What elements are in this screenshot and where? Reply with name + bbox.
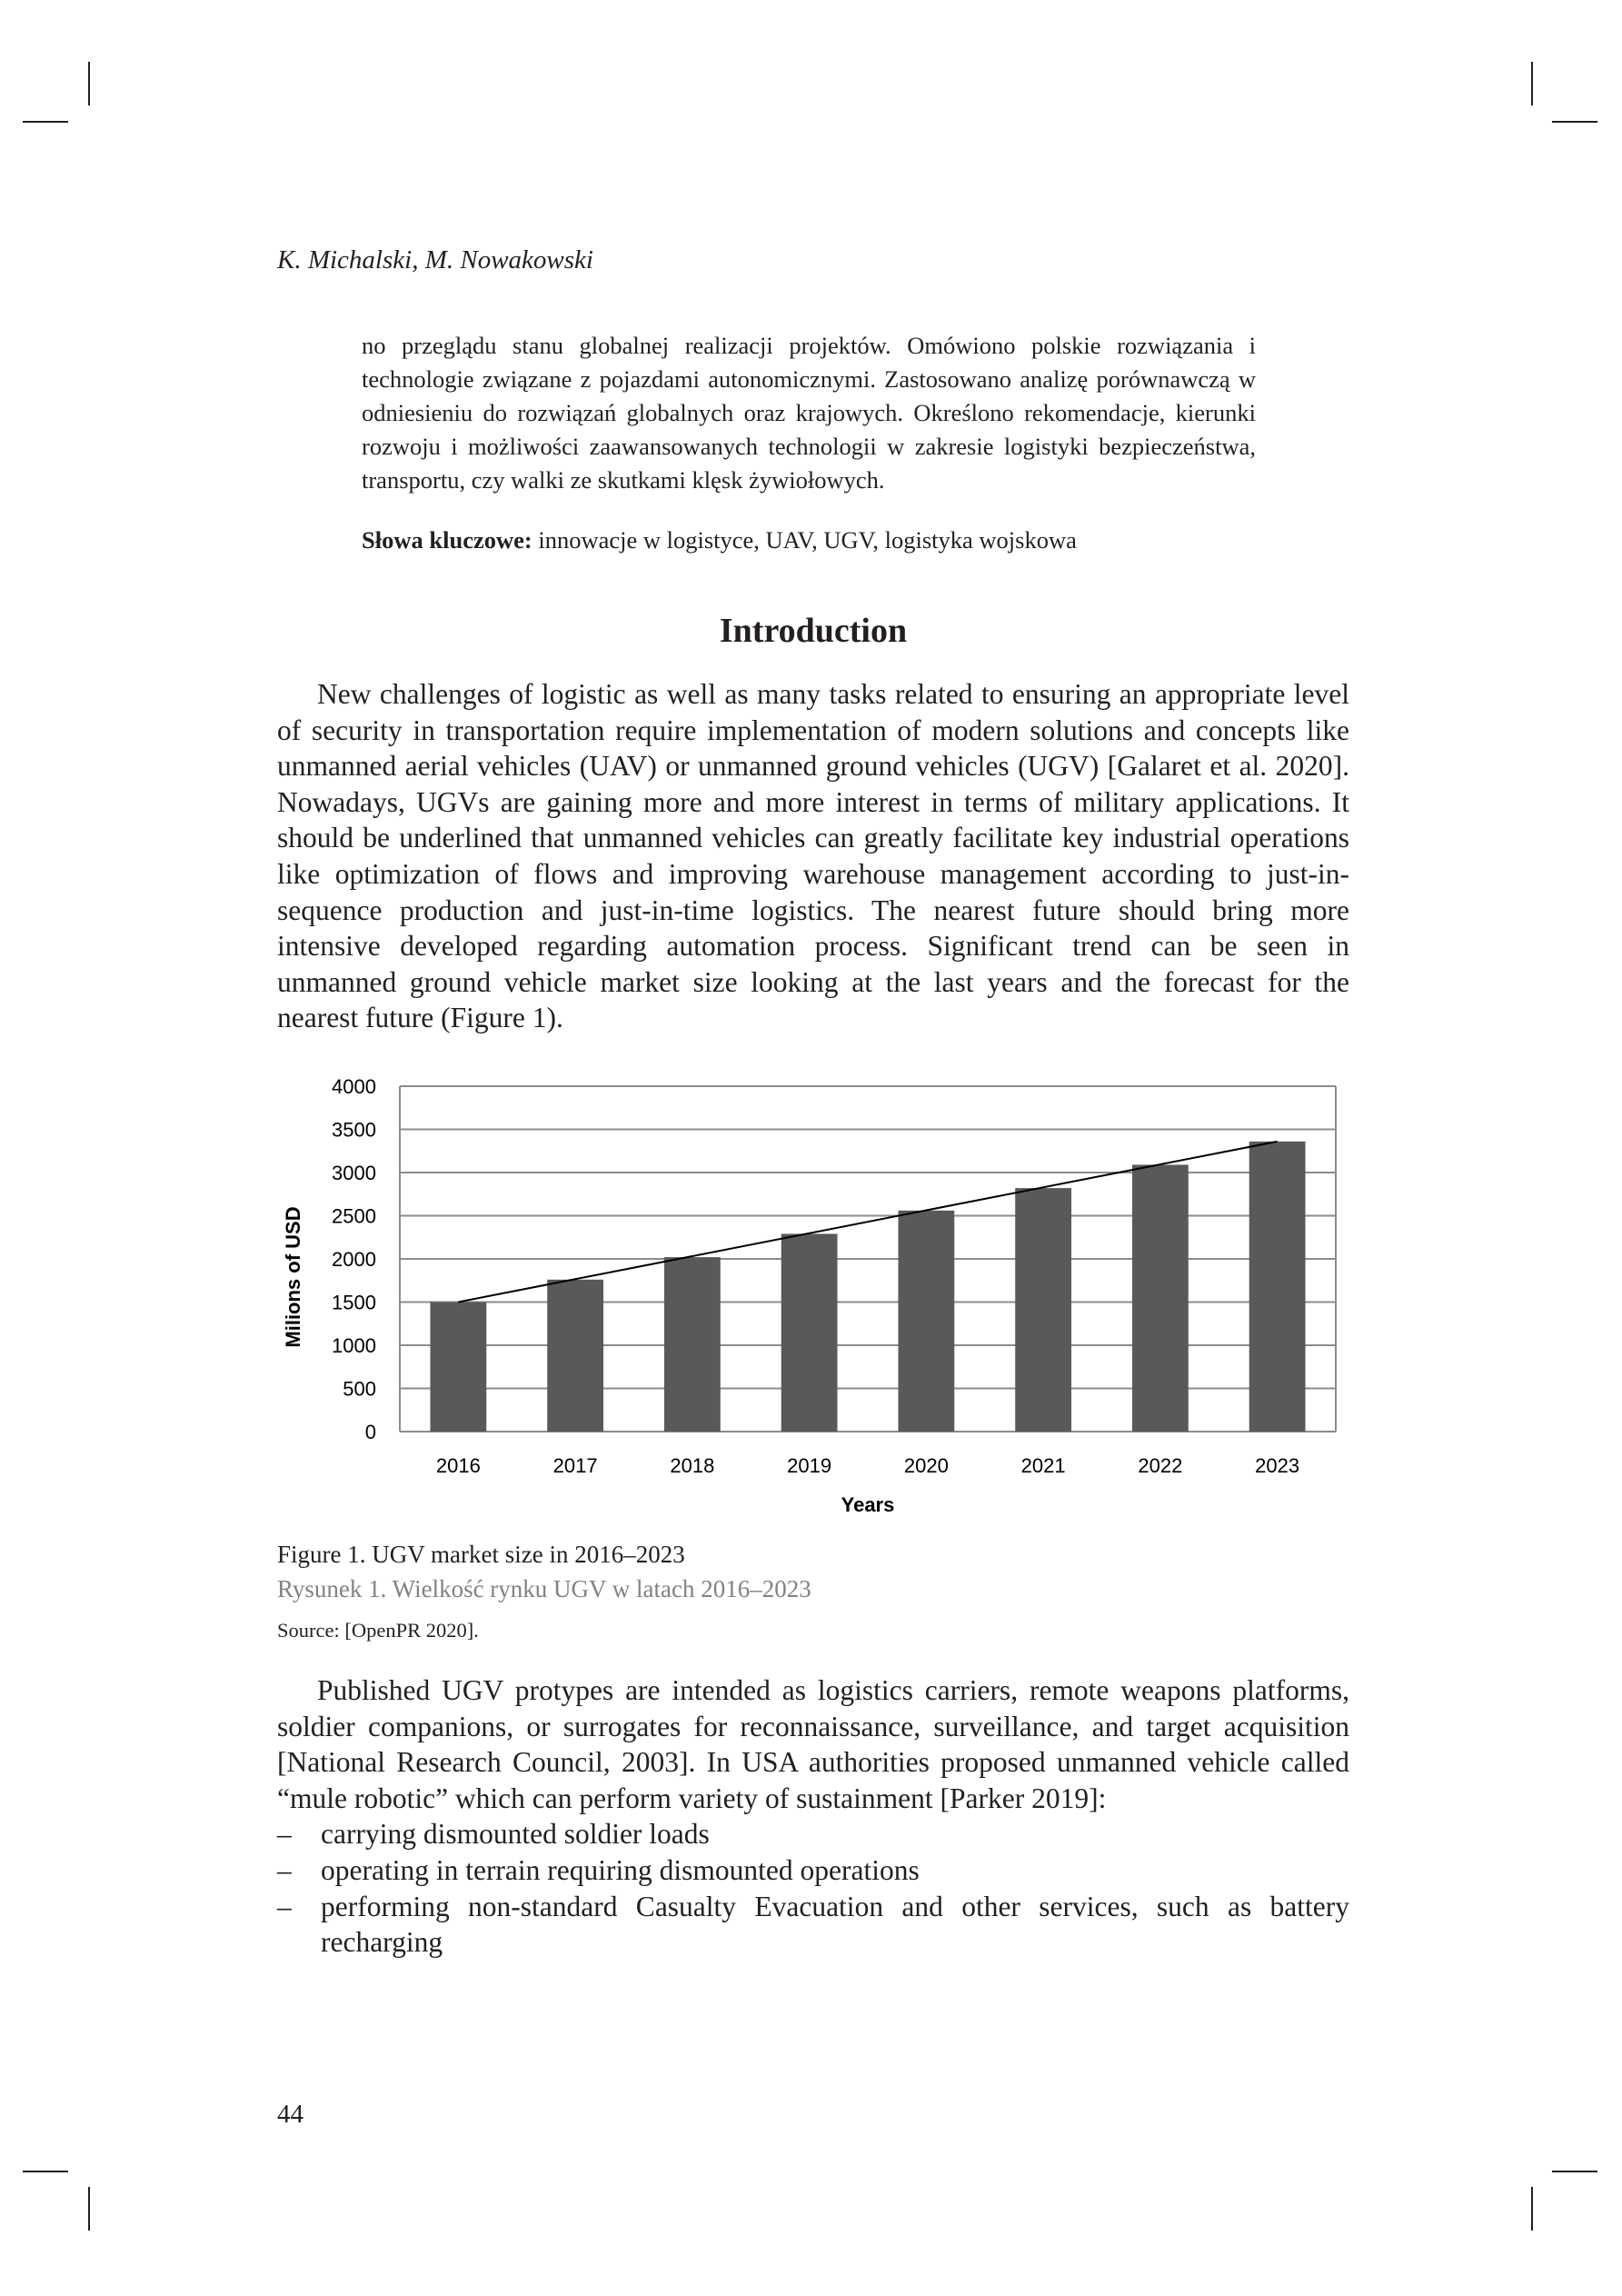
ugv-paragraph xyxy=(277,1672,1349,1961)
bar xyxy=(547,1280,603,1432)
crop-mark xyxy=(88,62,90,105)
y-tick-label: 4000 xyxy=(332,1075,376,1098)
figure-source: Source: [OpenPR 2020]. xyxy=(277,1619,479,1642)
x-tick-label: 2021 xyxy=(1020,1454,1066,1477)
section-title: Introduction xyxy=(719,612,908,650)
y-tick-label: 3500 xyxy=(332,1118,376,1142)
paragraph-text: Published UGV protypes are intended as logistics carriers, remote weapons platforms, soldier companions, or surrogates for reconnaissance, surveillance, and target acquisition [National Research Council, 2003]. In USA authorities proposed unmanned vehicle called “mule robotic” which can perform variety of sustainment [Parker 2019]: xyxy=(277,1674,1349,1814)
y-tick-label: 2000 xyxy=(332,1248,376,1271)
crop-mark xyxy=(1531,62,1533,105)
figure-caption-pl: Rysunek 1. Wielkość rynku UGV w latach 2016–2023 xyxy=(277,1575,811,1602)
list-item xyxy=(277,1889,1349,1961)
y-tick-label: 0 xyxy=(364,1421,376,1443)
x-tick-label: 2017 xyxy=(552,1454,598,1477)
bar xyxy=(781,1233,838,1432)
crop-mark xyxy=(1531,2187,1533,2231)
crop-mark xyxy=(23,121,68,123)
list-item-text: performing non-standard Casualty Evacuation and other services, such as battery recharging xyxy=(321,1890,1349,1959)
list-item xyxy=(277,1852,1349,1889)
running-header: K. Michalski, M. Nowakowski xyxy=(277,245,593,275)
page-number: 44 xyxy=(277,2100,304,2129)
sustainment-list xyxy=(277,1816,1349,1960)
crop-mark xyxy=(1552,121,1597,123)
y-tick-label: 1500 xyxy=(332,1291,376,1314)
x-tick-label: 2018 xyxy=(670,1454,715,1477)
keywords-label: Słowa kluczowe: xyxy=(362,526,532,554)
list-item-text: operating in terrain requiring dismounted operations xyxy=(321,1853,920,1886)
y-axis-label: Milions of USD xyxy=(282,1206,304,1348)
bar xyxy=(664,1257,721,1432)
figure-caption-en: Figure 1. UGV market size in 2016–2023 xyxy=(277,1541,685,1568)
abstract-block xyxy=(362,329,1256,497)
bar xyxy=(430,1303,486,1433)
bar xyxy=(898,1211,954,1432)
abstract-text: no przeglądu stanu globalnej realizacji projektów. Omówiono polskie rozwiązania i technologie związane z pojazdami autonomicznymi. Zastosowano analizę porównawczą w odniesieniu do rozwiązań globalnych oraz krajowych. Określono rekomendacje, kierunki rozwoju i możliwości zaawansowanych technologii w zakresie logistyki bezpieczeństwa, transportu, czy walki ze skutkami klęsk żywiołowych. xyxy=(362,332,1256,494)
introduction-paragraph xyxy=(277,676,1349,1036)
chart-canvas xyxy=(264,1068,1381,1522)
bar-chart xyxy=(264,1068,1381,1527)
paragraph-text: New challenges of logistic as well as many tasks related to ensuring an appropriate level of security in transportation require implementation of modern solutions and concepts like unmanned aerial vehicles (UAV) or unmanned ground vehicles (UGV) [Galaret et al. 2020]. Nowadays, UGVs are gaining more and more interest in terms of military applications. It should be underlined that unmanned vehicles can greatly facilitate key industrial operations like optimization of flows and improving warehouse management according to just-in-sequence production and just-in-time logistics. The nearest future should bring more intensive developed regarding automation process. Significant trend can be seen in unmanned ground vehicle market size looking at the last years and the forecast for the nearest future (Figure 1). xyxy=(277,678,1349,1034)
x-tick-label: 2020 xyxy=(903,1454,949,1477)
x-tick-label: 2016 xyxy=(435,1454,481,1477)
y-tick-label: 3000 xyxy=(332,1162,376,1184)
y-tick-label: 2500 xyxy=(332,1204,376,1228)
keywords-line xyxy=(362,524,1270,557)
x-tick-label: 2023 xyxy=(1255,1454,1300,1477)
y-tick-label: 1000 xyxy=(332,1334,376,1357)
bar xyxy=(1015,1188,1071,1432)
list-item-text: carrying dismounted soldier loads xyxy=(321,1818,710,1851)
bar xyxy=(1249,1142,1306,1432)
list-dash: – xyxy=(277,1890,292,1922)
keywords-value: innowacje w logistyce, UAV, UGV, logistyka wojskowa xyxy=(532,526,1077,554)
x-axis-label: Years xyxy=(841,1493,895,1516)
crop-mark xyxy=(23,2171,68,2172)
list-item xyxy=(277,1816,1349,1852)
x-tick-label: 2022 xyxy=(1138,1454,1183,1477)
crop-mark xyxy=(1552,2171,1597,2172)
bar xyxy=(1132,1164,1189,1432)
x-tick-label: 2019 xyxy=(787,1454,832,1477)
list-dash: – xyxy=(277,1853,292,1886)
crop-mark xyxy=(88,2187,90,2231)
y-tick-label: 500 xyxy=(343,1377,376,1401)
list-dash: – xyxy=(277,1818,292,1851)
